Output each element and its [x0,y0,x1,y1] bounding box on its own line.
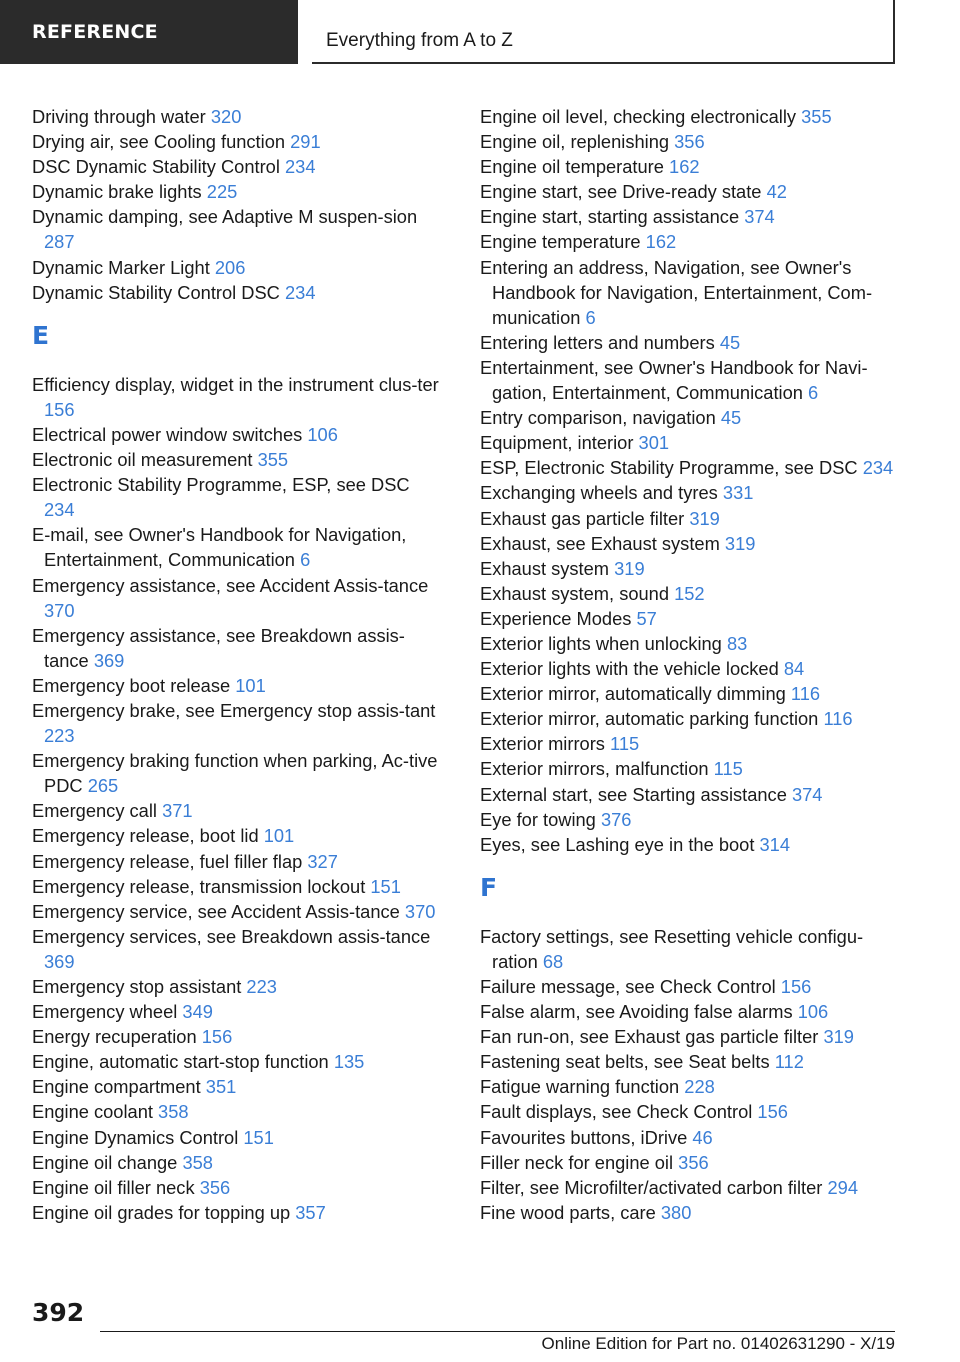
index-entry [480,807,895,832]
page-link[interactable]: 112 [774,1051,804,1073]
index-entry-text: Eyes, see Lashing eye in the boot [480,833,755,855]
index-entry [480,1200,895,1225]
index-entry [32,372,442,422]
index-entry [480,506,895,531]
page-link[interactable]: 45 [719,331,741,353]
index-entry-text: Dynamic damping, see Adaptive M suspen-sion [32,206,418,228]
footer-divider [100,1331,895,1332]
page-link[interactable]: 115 [610,733,640,755]
index-entry [480,204,895,229]
page-link[interactable]: 369 [44,950,75,972]
page-number: 392 [32,1298,85,1327]
index-entry [480,255,895,330]
page-link[interactable]: 234 [862,457,894,479]
index-entry [32,422,442,447]
page-link[interactable]: 374 [791,783,823,805]
index-entry [32,874,442,899]
page-link[interactable]: 152 [674,582,705,604]
index-letter-heading: F [480,872,498,902]
index-entry-text: Engine start, see Drive-ready state [480,181,762,203]
index-entry-text: Failure message, see Check Control [480,976,776,997]
index-entry [32,1150,442,1175]
page-link[interactable]: 374 [744,206,775,228]
index-entry-text: Dynamic brake lights [32,181,202,203]
index-entry [480,681,895,706]
index-entry-text: Emergency boot release [32,674,231,696]
page-link[interactable]: 327 [307,850,338,872]
page-link[interactable]: 101 [263,825,295,847]
page-link[interactable]: 355 [801,106,832,127]
index-entry-text: E-mail, see Owner's Handbook for Navigation, Entertainment, Communication [32,524,407,571]
index-entry-text: Fine wood parts, care [480,1201,656,1223]
page-link[interactable]: 349 [182,1001,213,1023]
index-entry [480,480,895,505]
page-link[interactable]: 156 [201,1026,233,1048]
page-link[interactable]: 319 [689,507,720,529]
index-entry-text: Entertainment, see Owner's Handbook for Navi-gation, Entertainment, Communication [480,356,868,404]
index-entry-text: Electronic oil measurement [32,449,253,471]
page-link[interactable]: 162 [669,156,700,178]
index-entry-text: Efficiency display, widget in the instrument clus-ter [32,373,439,395]
page-link[interactable]: 371 [162,800,193,822]
page-link[interactable]: 287 [44,231,75,253]
page-link[interactable]: 135 [333,1051,365,1073]
page-link[interactable]: 291 [290,131,321,153]
index-entry [480,974,895,999]
index-entry-text: Engine temperature [480,231,641,253]
page-link[interactable]: 356 [199,1176,231,1198]
index-entry [480,179,895,204]
index-entry [480,1099,895,1124]
index-entry-text: Emergency assistance, see Accident Assis-tance [32,574,429,596]
index-entry [32,573,442,623]
page-link[interactable]: 351 [205,1076,237,1098]
index-entry [480,129,895,154]
page-link[interactable]: 151 [243,1126,274,1148]
page-link[interactable]: 156 [44,398,75,420]
index-entry-text: Engine oil level, checking electronically [480,106,797,127]
index-entry-text: Emergency release, transmission lockout [32,875,366,897]
index-entry [480,782,895,807]
index-entry [480,556,895,581]
index-column-left [32,104,442,1225]
index-entry-text: Entry comparison, navigation [480,407,716,429]
index-entry [480,756,895,781]
index-entry-text: Emergency release, fuel filler flap [32,850,303,872]
page-link[interactable]: 6 [300,549,311,571]
page-link[interactable]: 319 [614,557,645,579]
page-header [0,0,960,66]
page-link[interactable]: 45 [720,407,742,429]
index-entry [480,924,895,974]
index-letter-heading: E [32,320,50,350]
page-link[interactable]: 84 [783,658,805,680]
index-entry-text: Fault displays, see Check Control [480,1101,753,1123]
index-entry [480,455,895,480]
index-entry-text: Dynamic Marker Light [32,256,210,278]
index-entry [32,899,442,924]
page-link[interactable]: 151 [370,875,401,897]
page-link[interactable]: 228 [684,1076,715,1098]
index-entry-text: Drying air, see Cooling function [32,131,286,153]
index-entry [32,154,442,179]
index-entry-text: False alarm, see Avoiding false alarms [480,1001,793,1023]
page-link[interactable]: 83 [726,632,748,654]
index-entry-text: Electrical power window switches [32,423,303,445]
edition-note: Online Edition for Part no. 01402631290 - X/19 [541,1334,895,1353]
index-entry [32,924,442,974]
page-link[interactable]: 358 [158,1101,189,1123]
index-entry-text: Exterior mirrors, malfunction [480,758,709,780]
index-entry-text: Exhaust system, sound [480,582,669,604]
index-entry [32,1074,442,1099]
index-entry [480,832,895,857]
page-link[interactable]: 156 [757,1101,788,1123]
page-link[interactable]: 206 [214,256,246,278]
index-entry-text: Emergency release, boot lid [32,825,259,847]
page-link[interactable]: 265 [87,775,119,797]
index-entry [32,974,442,999]
page-link[interactable]: 115 [713,758,743,780]
index-entry [480,706,895,731]
index-entry-text: Exhaust system [480,557,610,579]
index-entry-text: Engine Dynamics Control [32,1126,239,1148]
index-entry-text: Energy recuperation [32,1026,197,1048]
index-entry-text: Fatigue warning function [480,1076,680,1098]
index-entry [32,748,442,798]
index-entry-text: Exterior lights when unlocking [480,632,722,654]
index-entry-text: Engine start, starting assistance [480,206,740,228]
index-entry-text: Experience Modes [480,607,632,629]
index-entry-text: Emergency stop assistant [32,976,242,997]
index-entry-text: Emergency call [32,800,157,822]
page-link[interactable]: 331 [722,482,754,504]
page-link[interactable]: 314 [759,833,791,855]
index-entry [480,1074,895,1099]
index-entry [32,673,442,698]
page-link[interactable]: 356 [674,131,705,153]
index-entry-text: Filter, see Microfilter/activated carbon filter [480,1176,823,1198]
chapter-title: Everything from A to Z [312,0,895,64]
index-entry [480,1125,895,1150]
page-link[interactable]: 156 [780,976,812,997]
index-entry [32,1099,442,1124]
page-link[interactable]: 357 [295,1201,326,1223]
index-entry-text: Driving through water [32,106,206,127]
index-entry [480,154,895,179]
index-entry [32,1175,442,1200]
index-entry [32,472,442,522]
index-entry [32,522,442,572]
index-entry [32,179,442,204]
page-link[interactable]: 376 [600,808,632,830]
page-link[interactable]: 358 [182,1151,213,1173]
index-entry-text: Emergency braking function when parking, Ac-tive PDC [32,750,438,797]
index-entry [32,104,442,129]
index-column-right [480,104,895,1225]
index-entry-text: Exterior mirror, automatic parking function [480,708,819,730]
index-entry-text: Equipment, interior [480,432,634,454]
section-tab: REFERENCE [0,0,298,64]
index-entry [32,698,442,748]
page-link[interactable]: 234 [44,499,75,521]
index-entry [32,823,442,848]
index-entry [480,405,895,430]
index-entry-text: Engine oil change [32,1151,178,1173]
page-link[interactable]: 370 [404,900,436,922]
page-link[interactable]: 319 [823,1026,854,1048]
index-entry-text: Engine coolant [32,1101,153,1123]
page-link[interactable]: 162 [645,231,677,253]
index-entry [480,330,895,355]
index-entry [480,104,895,129]
index-entry-text: Engine oil temperature [480,156,664,178]
page-link[interactable]: 356 [678,1151,709,1173]
index-entry [32,1200,442,1225]
index-entry [480,731,895,756]
index-entry [32,798,442,823]
index-entry-text: Exterior lights with the vehicle locked [480,658,779,680]
page-link[interactable]: 57 [636,607,657,629]
index-entry [480,631,895,656]
index-entry-text: Exterior mirror, automatically dimming [480,683,786,705]
index-entry [480,606,895,631]
index-entry-text: Fan run-on, see Exhaust gas particle filter [480,1026,819,1048]
page-link[interactable]: 234 [284,156,316,178]
index-entry [480,229,895,254]
index-entry-text: Exhaust, see Exhaust system [480,532,720,554]
index-entry [480,1049,895,1074]
index-entry-text: Emergency assistance, see Breakdown assis-tance [32,624,405,671]
index-entry-text: Emergency service, see Accident Assis-tance [32,900,400,922]
index-entry [32,204,442,254]
index-entry [32,280,442,305]
page-link[interactable]: 116 [790,683,821,705]
page-link[interactable]: 223 [44,725,75,747]
page-link[interactable]: 68 [542,950,564,972]
page-link[interactable]: 6 [585,306,596,328]
index-entry-text: Eye for towing [480,808,596,830]
index-entry [480,1175,895,1200]
index-entry [32,999,442,1024]
page-link[interactable]: 225 [206,181,238,203]
index-entry [480,1024,895,1049]
index-entry [32,447,442,472]
page-link[interactable]: 6 [808,382,819,404]
page-link[interactable]: 234 [284,281,316,303]
index-entry-text: Emergency brake, see Emergency stop assis-tant [32,699,436,721]
index-entry-text: Dynamic Stability Control DSC [32,281,280,303]
index-entry-text: DSC Dynamic Stability Control [32,156,280,178]
index-entry [480,430,895,455]
page-link[interactable]: 106 [307,423,338,445]
page-link[interactable]: 301 [638,432,670,454]
page-link[interactable]: 46 [692,1126,713,1148]
index-entry-text: Electronic Stability Programme, ESP, see DSC [32,474,410,496]
index-entry-text: Emergency wheel [32,1001,178,1023]
index-entry-text: Engine compartment [32,1076,201,1098]
index-entry [32,1024,442,1049]
index-entry-text: Filler neck for engine oil [480,1151,674,1173]
index-entry-text: Exhaust gas particle filter [480,507,685,529]
page-link[interactable]: 380 [660,1201,692,1223]
index-entry-text: External start, see Starting assistance [480,783,787,805]
index-entry [32,1125,442,1150]
index-entry-text: Emergency services, see Breakdown assis-tance [32,925,431,947]
index-entry-text: Entering an address, Navigation, see Owner's Handbook for Navigation, Entertainment, Com-munication [480,256,873,328]
index-entry [32,849,442,874]
page-link[interactable]: 294 [827,1176,858,1198]
index-entry-text: Exchanging wheels and tyres [480,482,718,504]
page-link[interactable]: 370 [44,599,75,621]
index-entry-text: Engine, automatic start-stop function [32,1051,329,1073]
index-entry-text: Engine oil, replenishing [480,131,670,153]
index-entry [480,531,895,556]
index-entry [32,1049,442,1074]
index-entry-text: Engine oil grades for topping up [32,1201,291,1223]
index-entry [480,999,895,1024]
page-link[interactable]: 223 [246,976,277,997]
index-entry-text: Fastening seat belts, see Seat belts [480,1051,770,1073]
index-entry [480,581,895,606]
page-link[interactable]: 320 [210,106,242,127]
page-link[interactable]: 42 [766,181,787,203]
index-entry-text: Factory settings, see Resetting vehicle configu-ration [480,925,864,972]
index-entry-text: ESP, Electronic Stability Programme, see DSC [480,457,858,479]
index-entry-text: Engine oil filler neck [32,1176,195,1198]
page-link[interactable]: 116 [823,708,853,730]
page-link[interactable]: 355 [257,449,289,471]
index-entry [32,129,442,154]
index-entry [480,355,895,405]
index-entry [480,1150,895,1175]
page-link[interactable]: 319 [724,532,756,554]
index-entry-text: Favourites buttons, iDrive [480,1126,688,1148]
index-entry-text: Exterior mirrors [480,733,605,755]
index-entry [480,656,895,681]
index-entry [32,623,442,673]
page-link[interactable]: 101 [235,674,266,696]
page-link[interactable]: 106 [797,1001,829,1023]
page-link[interactable]: 369 [93,649,125,671]
index-entry-text: Entering letters and numbers [480,331,715,353]
index-entry [32,255,442,280]
